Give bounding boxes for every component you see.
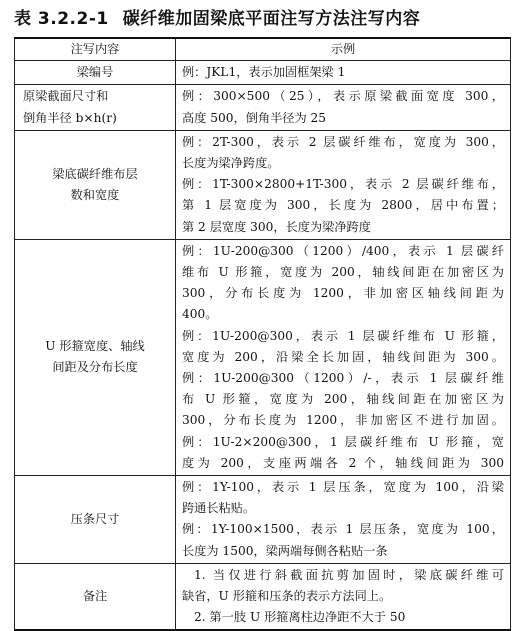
example-line: 例：1U-200@300（1200）/400，表示 1 层碳纤 [182, 243, 504, 258]
table-header-row [15, 38, 511, 61]
example-line: 1. 当仅进行斜截面抗剪加固时，梁底碳纤维可 [194, 567, 504, 582]
example-line: 300，分布长度为 1200，非加密区不进行加固。 [182, 413, 504, 428]
example-line: 第 1 层宽度为 300，长度为 2800，居中布置； [182, 198, 504, 213]
example-line: 度为 200，支座两端各 2 个，轴线间距为 300 [182, 455, 504, 470]
row-label-line: 原梁截面尺寸和 [23, 89, 109, 104]
row-label [15, 61, 176, 85]
table-caption [14, 8, 420, 30]
row-label-line: 梁编号 [76, 65, 114, 80]
example-line: 例：1Y-100×1500，表示 1 层压条，宽度为 100， [182, 522, 504, 537]
row-label [15, 85, 176, 130]
example-line: 例：2T-300，表示 2 层碳纤维布，宽度为 300， [182, 134, 504, 149]
example-line: 2. 第一肢 U 形箍离柱边净距不大于 50 [194, 610, 406, 625]
example-line: 例：1U-2×200@300，1 层碳纤维布 U 形箍，宽 [182, 434, 504, 449]
example-line: 例：JKL1，表示加固框架梁 1 [182, 65, 346, 80]
row-example [176, 61, 511, 85]
example-line: 高度 500，倒角半径为 25 [182, 110, 327, 125]
row-label-line: 间距及分布长度 [52, 360, 138, 375]
row-example [176, 130, 511, 239]
row-example [176, 239, 511, 475]
row-label-line: 梁底碳纤维布层 [52, 166, 138, 181]
row-label-line: 倒角半径 b×h(r) [23, 110, 117, 125]
row-label-line: 压条尺寸 [70, 511, 120, 526]
row-label-line: U 形箍宽度、轴线 [45, 339, 145, 354]
row-label [15, 476, 176, 564]
table-row-beam-number [15, 61, 511, 85]
example-line: 400。 [182, 307, 218, 322]
example-line: 例：300×500（25），表示原梁截面宽度 300， [182, 89, 504, 104]
example-line: 布 U 形箍，宽度为 200，轴线间距在加密区为 [182, 392, 504, 407]
row-example [176, 563, 511, 630]
row-example [176, 476, 511, 564]
row-label [15, 130, 176, 239]
table-row-cfrp-layers [15, 130, 511, 239]
example-line: 例：1U-200@300（1200）/-，表示 1 层碳纤维 [182, 371, 504, 386]
table-number: 表 3.2.2-1 [14, 9, 109, 29]
example-line: 维布 U 形箍，宽度为 200，轴线间距在加密区为 [182, 265, 504, 280]
example-line: 例：1T-300×2800+1T-300，表示 2 层碳纤维布， [182, 177, 504, 192]
example-line: 宽度为 200，沿梁全长加固，轴线间距为 300。 [182, 349, 504, 364]
header-annotation-content: 注写内容 [15, 38, 176, 61]
example-line: 长度为 1500，梁两端每侧各粘贴一条 [182, 543, 388, 558]
example-line: 第 2 层宽度 300，长度为梁净跨度 [182, 219, 371, 234]
row-label [15, 563, 176, 630]
example-line: 长度为梁净跨度。 [182, 156, 280, 171]
table-row-remarks [15, 563, 511, 630]
annotation-content-table [14, 37, 511, 631]
table-row-u-hoop [15, 239, 511, 475]
example-line: 例：1Y-100，表示 1 层压条，宽度为 100，沿梁 [182, 480, 504, 495]
example-line: 缺省，U 形箍和压条的表示方法同上。 [182, 589, 392, 604]
example-line: 300，分布长度为 1200，非加密区轴线间距为 [182, 286, 504, 301]
table-row-section-size [15, 85, 511, 130]
table-row-pressure-strip [15, 476, 511, 564]
row-label-line: 备注 [82, 589, 108, 604]
table-title: 碳纤维加固梁底平面注写方法注写内容 [122, 9, 421, 29]
row-label-line: 数和宽度 [70, 187, 120, 202]
row-example [176, 85, 511, 130]
row-label [15, 239, 176, 475]
example-line: 跨通长粘贴。 [182, 501, 256, 516]
example-line: 例：1U-200@300，表示 1 层碳纤维布 U 形箍， [182, 328, 504, 343]
header-example: 示例 [176, 38, 511, 61]
